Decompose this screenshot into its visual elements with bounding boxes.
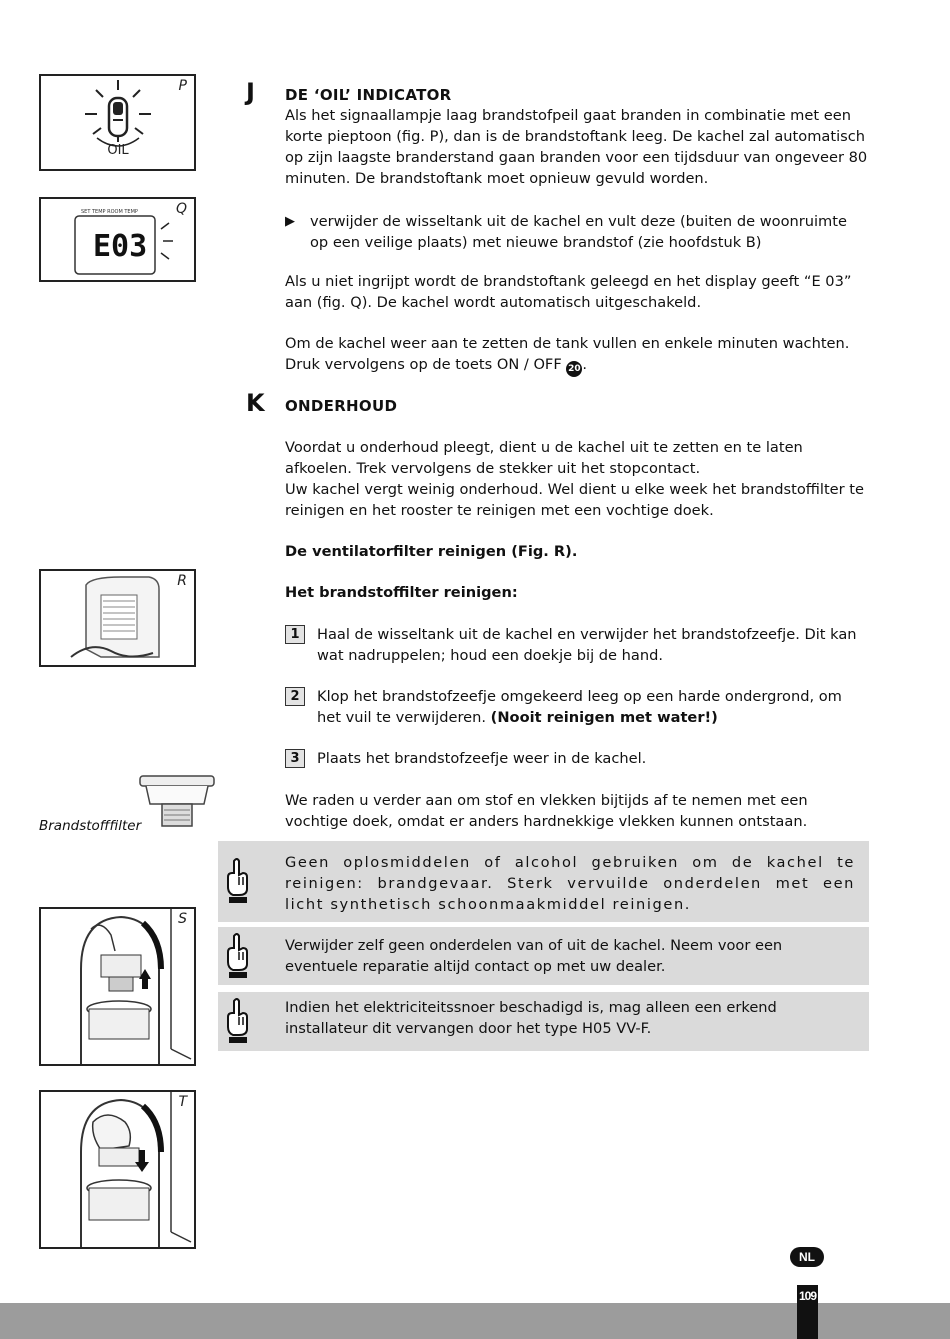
paragraph-3-text: Om de kachel weer aan te zetten de tank vullen en enkele minuten wachten. Druk vervolgens op de toets ON / OFF bbox=[285, 335, 850, 373]
figure-t bbox=[39, 1090, 196, 1249]
step-number: 2 bbox=[285, 687, 305, 706]
step-text: Haal de wisseltank uit de kachel en verwijder het brandstofzeefje. Dit kan wat nadruppelen; houd een doekje bij de hand. bbox=[317, 626, 857, 664]
bullet-arrow-icon: ▶ bbox=[285, 214, 295, 229]
filter-caption: Brandstofffilter bbox=[39, 818, 142, 834]
fuel-filter-subheading: Het brandstoffilter reinigen: bbox=[285, 584, 518, 601]
heater-back-illustration bbox=[41, 571, 194, 665]
section-j-paragraph-1: Als het signaallampje laag brandstofpeil gaat branden in combinatie met een korte pieptoon (fig. P), dan is de brandstoftank leeg. De kachel zal automatisch op zijn laagste branderstand gaan branden voor een tijdsduur van ongeveer 80 minuten. De brandstoftank moet opnieuw gevuld worden. bbox=[285, 107, 868, 187]
paragraph-3-end: . bbox=[582, 356, 588, 373]
figure-q bbox=[39, 197, 196, 282]
figure-s bbox=[39, 907, 196, 1066]
figure-r-label: R bbox=[177, 573, 187, 589]
fuel-filter-illustration bbox=[138, 774, 216, 830]
language-badge: NL bbox=[790, 1247, 824, 1267]
display-panel-icon bbox=[41, 199, 194, 280]
warning-text: Verwijder zelf geen onderdelen van of uit de kachel. Neem voor een eventuele reparatie altijd contact op met uw dealer. bbox=[285, 937, 783, 975]
warning-text: Indien het elektriciteitssnoer beschadigd is, mag alleen een erkend installateur dit vervangen door het type H05 VV-F. bbox=[285, 999, 777, 1037]
section-k-paragraph-2: Uw kachel vergt weinig onderhoud. Wel dient u elke week het brandstoffilter te reinigen en het rooster te reinigen met een vochtige doek. bbox=[285, 481, 865, 519]
step-warning-text: (Nooit reinigen met water!) bbox=[490, 709, 718, 726]
step-item bbox=[285, 686, 869, 728]
bullet-text: verwijder de wisseltank uit de kachel en vult deze (buiten de woonruimte op een veilige plaats) met nieuwe brandstof (zie hoofdstuk B) bbox=[310, 213, 847, 251]
figure-t-label: T bbox=[178, 1094, 187, 1110]
warning-text: Geen oplosmiddelen of alcohol gebruiken om de kachel te reinigen: brandgevaar. Sterk vervuilde onderdelen met een licht synthetisch schoonmaakmiddel reinigen. bbox=[285, 854, 855, 913]
section-k-paragraph-3: We raden u verder aan om stof en vlekken bijtijds af te nemen met een vochtige doek, omdat er anders hardnekkige vlekken kunnen ontstaan. bbox=[285, 792, 808, 830]
oil-lamp-icon bbox=[41, 76, 194, 169]
step-text: Plaats het brandstofzeefje weer in de kachel. bbox=[317, 750, 647, 767]
step-number: 1 bbox=[285, 625, 305, 644]
section-j-heading: DE ‘OIL’ INDICATOR bbox=[285, 86, 452, 104]
figure-s-label: S bbox=[178, 911, 187, 927]
figure-r bbox=[39, 569, 196, 667]
display-readout: E03 bbox=[93, 229, 148, 264]
section-j-paragraph-3 bbox=[285, 333, 869, 377]
oil-text: OIL bbox=[107, 143, 129, 158]
step-number: 3 bbox=[285, 749, 305, 768]
warning-box bbox=[218, 841, 869, 922]
step-item bbox=[285, 624, 869, 666]
section-j-bullet bbox=[285, 211, 869, 253]
filter-removal-illustration bbox=[41, 909, 194, 1064]
pointing-hand-icon bbox=[225, 857, 251, 905]
step-item bbox=[285, 748, 869, 769]
figure-q-label: Q bbox=[175, 201, 187, 217]
warning-box bbox=[218, 927, 869, 985]
section-j-paragraph-2: Als u niet ingrijpt wordt de brandstoftank geleegd en het display geeft “E 03” aan (fig. Q). De kachel wordt automatisch uitgeschakeld. bbox=[285, 273, 852, 311]
display-caption: SET TEMP ROOM TEMP bbox=[81, 209, 138, 215]
warning-box bbox=[218, 992, 869, 1051]
section-k-heading: ONDERHOUD bbox=[285, 397, 398, 415]
figure-p-label: P bbox=[178, 78, 187, 94]
step-text: Klop het brandstofzeefje omgekeerd leeg op een harde ondergrond, om het vuil te verwijderen. bbox=[317, 688, 842, 726]
button-reference-badge: 20 bbox=[566, 361, 582, 377]
ventilator-filter-subheading: De ventilatorfilter reinigen (Fig. R). bbox=[285, 543, 578, 560]
section-k-paragraph-1: Voordat u onderhoud pleegt, dient u de kachel uit te zetten en te laten afkoelen. Trek vervolgens de stekker uit het stopcontact. bbox=[285, 439, 803, 477]
section-letter-j: J bbox=[246, 78, 255, 106]
section-letter-k: K bbox=[246, 389, 265, 417]
pointing-hand-icon bbox=[225, 932, 251, 980]
figure-p bbox=[39, 74, 196, 171]
filter-insertion-illustration bbox=[41, 1092, 194, 1247]
pointing-hand-icon bbox=[225, 997, 251, 1045]
page-number: 109 bbox=[798, 1289, 817, 1303]
